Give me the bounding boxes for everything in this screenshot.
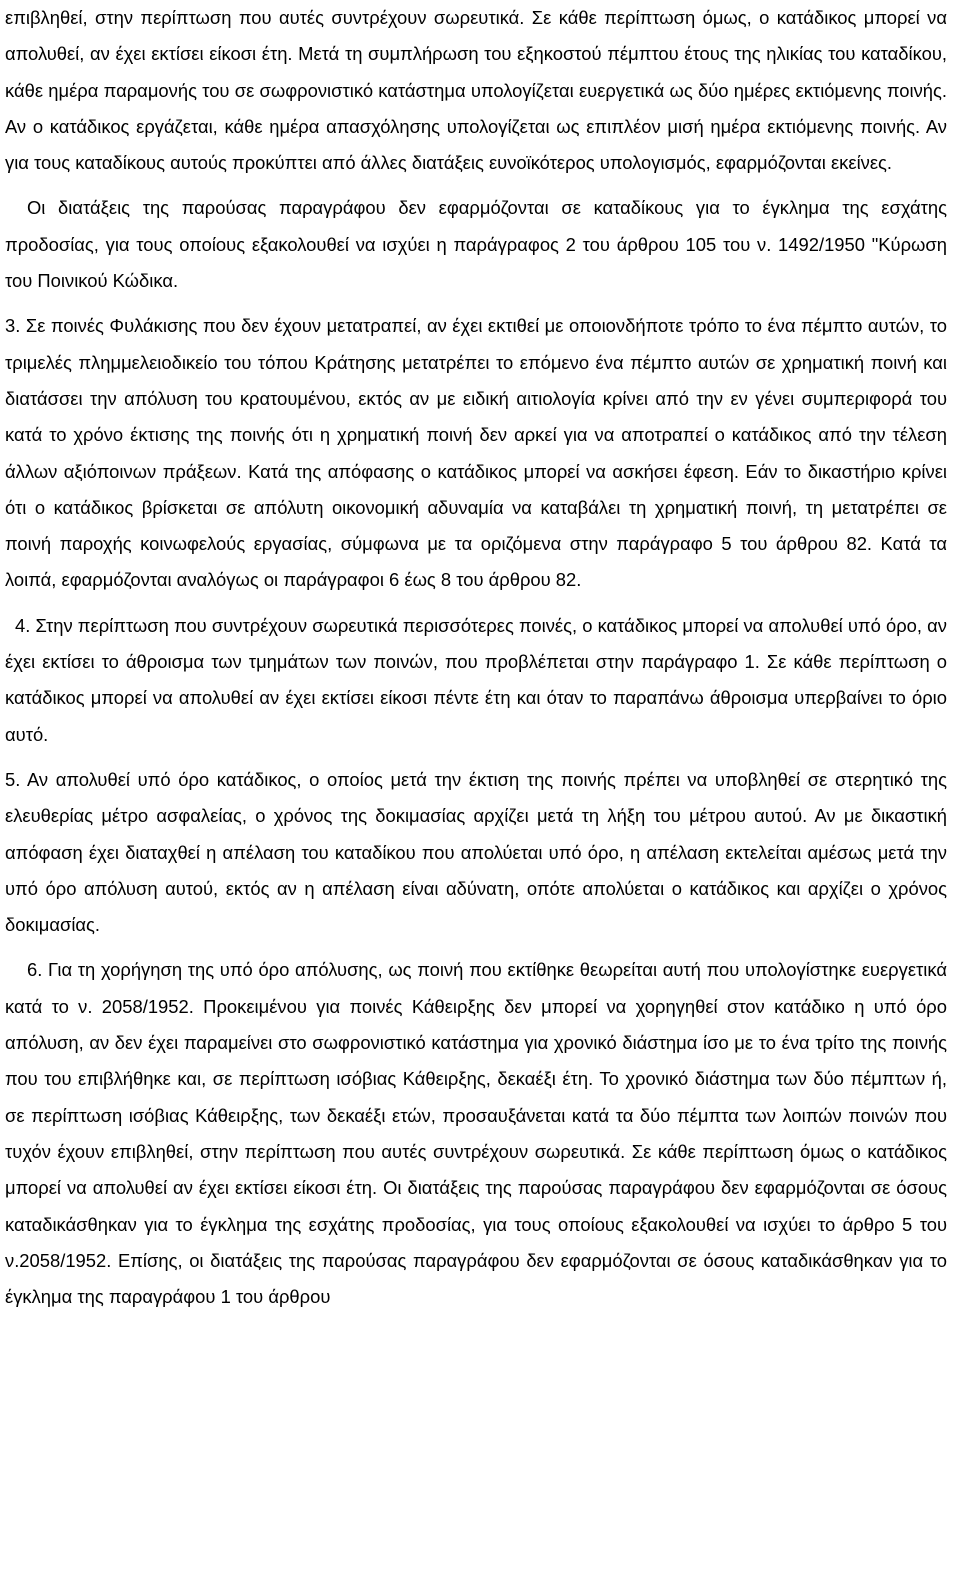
paragraph-6: 6. Για τη χορήγηση της υπό όρο απόλυσης, ως ποινή που εκτίθηκε θεωρείται αυτή που υπολογίστηκε ευεργετικά κατά το ν. 2058/1952. Προκειμένου για ποινές Κάθειρξης δεν μπορεί να χορηγηθεί στον κατάδικο η υπό όρο απόλυση, αν δεν έχει παραμείνει στο σωφρονιστικό κατάστημα για χρονικό διάστημα ίσο με το ένα τρίτο της ποινής που του επιβλήθηκε και, σε περίπτωση ισόβιας Κάθειρξης, δεκαέξι έτη. Το χρονικό διάστημα των δύο πέμπτων ή, σε περίπτωση ισόβιας Κάθειρξης, των δεκαέξι ετών, προσαυξάνεται κατά τα δύο πέμπτα των λοιπών ποινών που τυχόν έχουν επιβληθεί, στην περίπτωση που αυτές συντρέχουν σωρευτικά. Σε κάθε περίπτωση όμως ο κατάδικος μπορεί να απολυθεί αν έχει εκτίσει είκοσι έτη. Οι διατάξεις της παρούσας παραγράφου δεν εφαρμόζονται σε όσους καταδικάσθηκαν για το έγκλημα της εσχάτης προδοσίας, για τους οποίους εξακολουθεί να ισχύει το άρθρο 5 του ν.2058/1952. Επίσης, οι διατάξεις της παρούσας παραγράφου δεν εφαρμόζονται σε όσους καταδικάσθηκαν για το έγκλημα της παραγράφου 1 του άρθρου xyxy=(5,959,947,1308)
paragraph-continuation: επιβληθεί, στην περίπτωση που αυτές συντρέχουν σωρευτικά. Σε κάθε περίπτωση όμως, ο κατάδικος μπορεί να απολυθεί, αν έχει εκτίσει είκοσι έτη. Μετά τη συμπλήρωση του εξηκοστού πέμπτου έτους της ηλικίας του καταδίκου, κάθε ημέρα παραμονής του σε σωφρονιστικό κατάστημα υπολογίζεται ευεργετικά ως δύο ημέρες εκτιόμενης ποινής. Αν ο κατάδικος εργάζεται, κάθε ημέρα απασχόλησης υπολογίζεται ως επιπλέον μισή ημέρα εκτιόμενης ποινής. Αν για τους καταδίκους αυτούς προκύπτει από άλλες διατάξεις ευνοϊκότερος υπολογισμός, εφαρμόζονται εκείνες. xyxy=(5,7,947,174)
document-page xyxy=(5,0,947,1315)
paragraph-3: 3. Σε ποινές Φυλάκισης που δεν έχουν μετατραπεί, αν έχει εκτιθεί με οποιονδήποτε τρόπο το ένα πέμπτο αυτών, το τριμελές πλημμελειοδικείο του τόπου Κράτησης μετατρέπει το επόμενο ένα πέμπτο αυτών σε χρηματική ποινή και διατάσσει την απόλυση του κρατουμένου, εκτός αν με ειδική αιτιολογία κρίνει από την εν γένει συμπεριφορά του κατά το χρόνο έκτισης της ποινής ότι η χρηματική ποινή δεν αρκεί για να αποτραπεί ο κατάδικος από την τέλεση άλλων αξιόποινων πράξεων. Κατά της απόφασης ο κατάδικος μπορεί να ασκήσει έφεση. Εάν το δικαστήριο κρίνει ότι ο κατάδικος βρίσκεται σε απόλυτη οικονομική αδυναμία να καταβάλει τη χρηματική ποινή, τη μετατρέπει σε ποινή παροχής κοινωφελούς εργασίας, σύμφωνα με τα οριζόμενα στην παράγραφο 5 του άρθρου 82. Κατά τα λοιπά, εφαρμόζονται αναλόγως οι παράγραφοι 6 έως 8 του άρθρου 82. xyxy=(5,315,947,591)
paragraph-5: 5. Αν απολυθεί υπό όρο κατάδικος, ο οποίος μετά την έκτιση της ποινής πρέπει να υποβληθεί σε στερητικό της ελευθερίας μέτρο ασφαλείας, ο χρόνος της δοκιμασίας αρχίζει μετά τη λήξη του μέτρου αυτού. Αν με δικαστική απόφαση έχει διαταχθεί η απέλαση του καταδίκου που απολύεται υπό όρο, η απέλαση εκτελείται αμέσως μετά την υπό όρο απόλυση αυτού, εκτός αν η απέλαση είναι αδύνατη, οπότε απολύεται ο κατάδικος και αρχίζει ο χρόνος δοκιμασίας. xyxy=(5,768,947,936)
paragraph-4: 4. Στην περίπτωση που συντρέχουν σωρευτικά περισσότερες ποινές, ο κατάδικος μπορεί να απολυθεί υπό όρο, αν έχει εκτίσει το άθροισμα των τμημάτων των ποινών, που προβλέπεται στην παράγραφο 1. Σε κάθε περίπτωση ο κατάδικος μπορεί να απολυθεί αν έχει εκτίσει είκοσι πέντε έτη και όταν το παραπάνω άθροισμα υπερβαίνει το όριο αυτό. xyxy=(5,614,947,745)
paragraph-exceptions: Οι διατάξεις της παρούσας παραγράφου δεν εφαρμόζονται σε καταδίκους για το έγκλημα της εσχάτης προδοσίας, για τους οποίους εξακολουθεί να ισχύει η παράγραφος 2 του άρθρου 105 του ν. 1492/1950 "Κύρωση του Ποινικού Κώδικα. xyxy=(5,197,947,292)
